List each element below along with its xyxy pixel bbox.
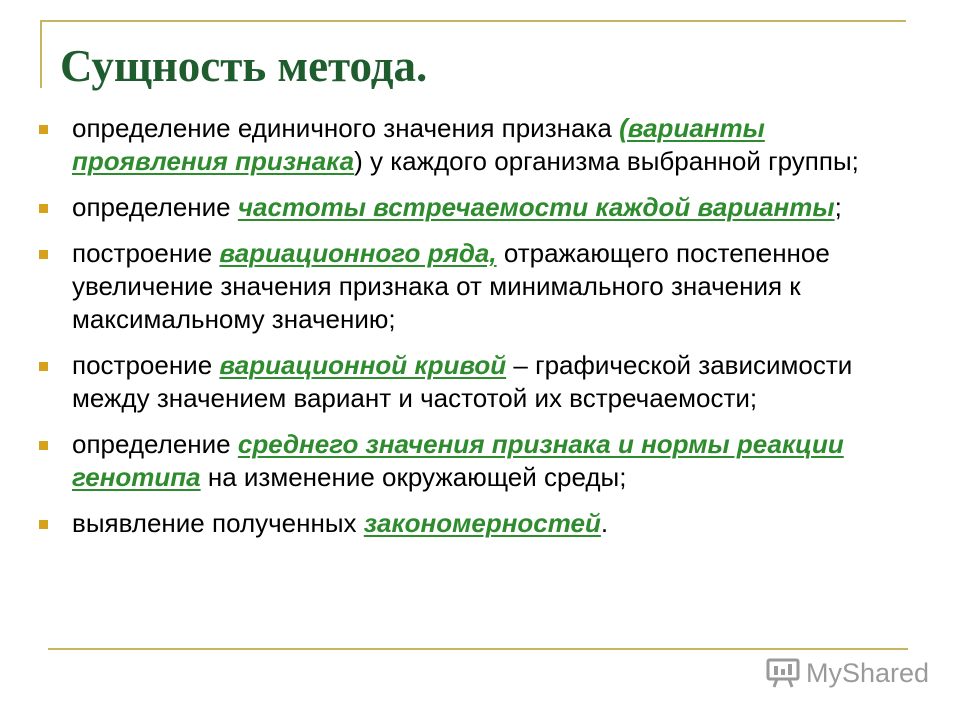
bullet-marker-icon — [39, 204, 48, 213]
key-term: среднего значения признака и нормы реакции генотипа — [72, 429, 844, 492]
bullet-text: отражающего постепенное увеличение значения признака от минимального значения к максимальному значению; — [72, 238, 830, 334]
bullet-marker-icon — [39, 250, 48, 259]
bullet-text: определение — [72, 192, 238, 222]
bullet-marker-icon — [39, 125, 48, 134]
bullet-marker-icon — [39, 441, 48, 450]
watermark — [766, 656, 929, 690]
bullet-text: . — [600, 508, 609, 538]
bottom-rule — [48, 648, 908, 650]
bullet-text: определение — [72, 429, 238, 459]
bullet-item — [36, 237, 916, 336]
key-term: частоты встречаемости каждой варианты — [237, 192, 835, 222]
bullet-list — [36, 112, 916, 553]
key-term: закономерностей — [363, 508, 601, 538]
key-term: вариационного ряда, — [219, 238, 497, 268]
slide-title: Сущность метода. — [60, 41, 428, 91]
bullet-text: ; — [834, 192, 842, 222]
bullet-text: определение единичного значения признака — [72, 113, 620, 143]
bullet-text: построение — [72, 350, 220, 380]
presentation-board-icon — [766, 658, 800, 688]
bullet-item — [36, 191, 916, 224]
left-rule — [40, 20, 42, 88]
bullet-item — [36, 428, 916, 494]
watermark-label: MyShared — [806, 657, 930, 688]
bullet-marker-icon — [39, 520, 48, 529]
bullet-text: – графической зависимости между значением вариант и частотой их встречаемости; — [72, 350, 853, 413]
bullet-item — [36, 112, 916, 178]
bullet-item — [36, 507, 916, 540]
bullet-text: на изменение окружающей среды; — [200, 462, 627, 492]
top-rule — [40, 20, 906, 22]
bullet-marker-icon — [39, 362, 48, 371]
bullet-text: ) у каждого организма выбранной группы; — [354, 146, 859, 176]
bullet-item — [36, 349, 916, 415]
key-term: (варианты проявления признака — [72, 113, 765, 176]
bullet-text: построение — [72, 238, 220, 268]
bullet-text: выявление полученных — [72, 508, 364, 538]
key-term: вариационной кривой — [219, 350, 507, 380]
